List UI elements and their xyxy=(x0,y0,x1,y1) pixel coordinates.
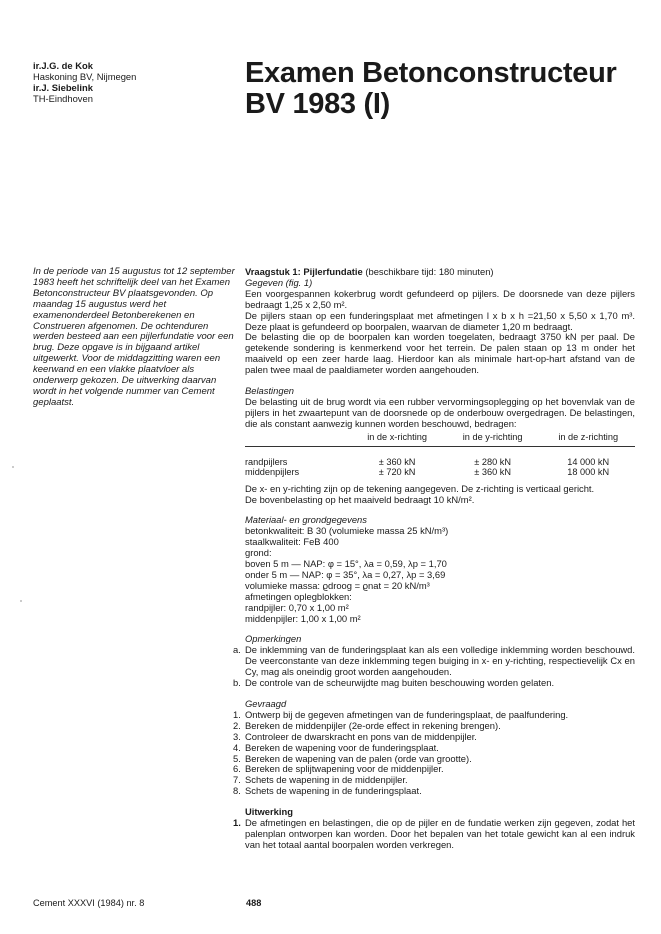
material-line: staalkwaliteit: FeB 400 xyxy=(245,536,339,548)
list-label: b. xyxy=(233,677,241,689)
asked-list xyxy=(233,710,635,797)
list-text: Bereken de wapening voor de funderingsplaat. xyxy=(245,741,439,753)
list-text: Controleer de dwarskracht en pons van de middenpijler. xyxy=(245,730,477,742)
list-item xyxy=(233,645,635,678)
table-cell: 18 000 kN xyxy=(567,467,610,478)
list-label: 7. xyxy=(233,774,241,786)
loads-heading: Belastingen xyxy=(245,385,294,397)
intro-text: In de periode van 15 augustus tot 12 september 1983 heeft het schriftelijk deel van het Examen Betonconstructeur BV plaatsgevonden. Op maandag 15 augustus werd het examenonderdeel Betonberekenen en Construeren afgenomen. De ochtenduren werden besteed aan een pijlerfundatie voor een brug. Deze opgave is in bijgaand artikel uitgewerkt. Voor de middagzitting waren een keerwand en een vlakke plaatvloer als onderwerp gekozen. De uitwerking daarvan wordt in het volgende nummer van Cement geplaatst. xyxy=(33,266,235,408)
journal-reference: Cement XXXVI (1984) nr. 8 xyxy=(33,898,145,908)
list-text: Bereken de wapening van de palen (orde van grootte). xyxy=(245,752,472,764)
elaboration-heading: Uitwerking xyxy=(245,806,293,818)
list-label: 4. xyxy=(233,741,241,753)
table-cell: ± 360 kN xyxy=(474,467,511,478)
list-text: Schets de wapening in de funderingsplaat. xyxy=(245,785,422,797)
scan-speck xyxy=(12,466,14,468)
material-line: volumieke massa: ϱdroog = ϱnat = 20 kN/m³ xyxy=(245,579,430,591)
author-affiliation: TH-Eindhoven xyxy=(33,93,93,104)
list-label: 2. xyxy=(233,719,241,731)
list-label: 8. xyxy=(233,785,241,797)
author-name: ir.J.G. de Kok xyxy=(33,60,93,71)
author-block xyxy=(33,60,136,104)
table-header: in de z-richting xyxy=(541,432,635,446)
table-cell: ± 720 kN xyxy=(378,467,416,478)
list-text: Ontwerp bij de gegeven afmetingen van de funderingsplaat, de paalfundering. xyxy=(245,708,569,720)
direction-text: De x- en y-richting zijn op de tekening aangegeven. De z-richting is verticaal gericht. xyxy=(245,482,595,494)
list-label: 1. xyxy=(233,817,241,829)
table-row xyxy=(245,467,635,478)
assignment-column xyxy=(233,266,635,851)
material-line: betonkwaliteit: B 30 (volumieke massa 25 kN/m³) xyxy=(245,525,449,537)
material-line: afmetingen oplegblokken: xyxy=(245,590,352,602)
table-cell: middenpijlers xyxy=(245,467,300,478)
author-name: ir.J. Siebelink xyxy=(33,82,93,93)
assignment-time: (beschikbare tijd: 180 minuten) xyxy=(365,266,494,277)
list-text: De controle van de scheurwijdte mag buiten beschouwing worden gelaten. xyxy=(245,677,555,689)
list-item xyxy=(233,786,635,797)
assignment-heading: Vraagstuk 1: Pijlerfundatie xyxy=(245,266,363,277)
material-line: onder 5 m — NAP: φ = 35°, λa = 0,27, λp = 3,69 xyxy=(245,568,446,580)
table-header xyxy=(245,432,350,446)
list-label: 3. xyxy=(233,730,241,742)
title-line-1: Examen Betonconstructeur xyxy=(245,57,617,89)
list-text: Schets de wapening in de middenpijler. xyxy=(245,774,408,786)
material-line: middenpijler: 1,00 x 1,00 m² xyxy=(245,612,361,624)
title-line-2: BV 1983 (I) xyxy=(245,88,390,120)
table-header: in de y-richting xyxy=(444,432,542,446)
material-line: grond: xyxy=(245,547,272,559)
elaboration-list xyxy=(233,818,635,851)
list-label: a. xyxy=(233,644,241,656)
surface-load-text: De bovenbelasting op het maaiveld bedraagt 10 kN/m². xyxy=(245,493,475,505)
table-header: in de x-richting xyxy=(350,432,444,446)
list-text: Bereken de middenpijler (2e-orde effect in rekening brengen). xyxy=(245,719,501,731)
asked-heading: Gevraagd xyxy=(245,698,287,709)
materials-heading: Materiaal- en grondgegevens xyxy=(245,514,367,526)
author-affiliation: Haskoning BV, Nijmegen xyxy=(33,71,137,82)
remarks-heading: Opmerkingen xyxy=(245,633,302,645)
list-text: Bereken de splijtwapening voor de middenpijler. xyxy=(245,763,444,775)
given-paragraph: Een voorgespannen kokerbrug wordt gefundeerd op pijlers. De doorsnede van deze pijlers bedraagt 1,25 x 2,50 m². xyxy=(245,287,635,310)
table-row xyxy=(245,446,635,467)
scan-speck xyxy=(20,600,22,602)
list-text: De inklemming van de funderingsplaat kan als een volledige inklemming worden beschouwd. De veerconstante van deze inklemming tegen buiging in x- en y-richting, respectievelijk Cx en Cy, mag als oneindig groot worden aangehouden. xyxy=(245,644,635,678)
page-number: 488 xyxy=(246,898,262,908)
list-item xyxy=(233,678,635,689)
table-cell: 14 000 kN xyxy=(567,456,610,467)
table-cell: ± 280 kN xyxy=(474,456,511,467)
list-label: 1. xyxy=(233,708,241,720)
given-paragraph: De pijlers staan op een funderingsplaat met afmetingen l x b x h =21,50 x 5,50 x 1,70 m³. Deze plaat is gefundeerd op boorpalen, waarvan de diameter 1,20 m bedraagt. xyxy=(245,309,635,332)
remarks-list xyxy=(233,645,635,689)
loads-table xyxy=(245,432,635,478)
list-item xyxy=(233,818,635,851)
table-cell: randpijlers xyxy=(245,456,288,467)
page-title xyxy=(245,58,617,120)
given-heading: Gegeven (fig. 1) xyxy=(245,276,313,288)
material-line: boven 5 m — NAP: φ = 15°, λa = 0,59, λp = 1,70 xyxy=(245,558,447,570)
list-label: 6. xyxy=(233,763,241,775)
list-label: 5. xyxy=(233,752,241,764)
loads-text: De belasting uit de brug wordt via een rubber vervormingsoplegging op het bovenvlak van de pijlers in het zwaartepunt van de doorsnede op de onderbouw overgedragen. De belastingen, die als constant aanwezig kunnen worden beschouwd, bedragen: xyxy=(245,395,635,429)
given-paragraph: De belasting die op de boorpalen kan worden toegelaten, bedraagt 3750 kN per paal. De getekende sondering is kenmerkend voor het terrein. De palen staan op 13 m onder het maaiveld op een zeer harde laag. Hierdoor kan als minimale hart-op-hart afstand van de palen twee maal de paaldiameter worden aangehouden. xyxy=(245,331,635,376)
table-cell: ± 360 kN xyxy=(378,456,416,467)
material-line: randpijler: 0,70 x 1,00 m² xyxy=(245,601,349,613)
list-text: De afmetingen en belastingen, die op de pijler en de fundatie werken zijn gegeven, zodat het palenplan ontworpen kan worden. Door het bepalen van het totale gewicht kan al een indruk van het totaal aantal boorpalen worden verkregen. xyxy=(245,817,635,850)
